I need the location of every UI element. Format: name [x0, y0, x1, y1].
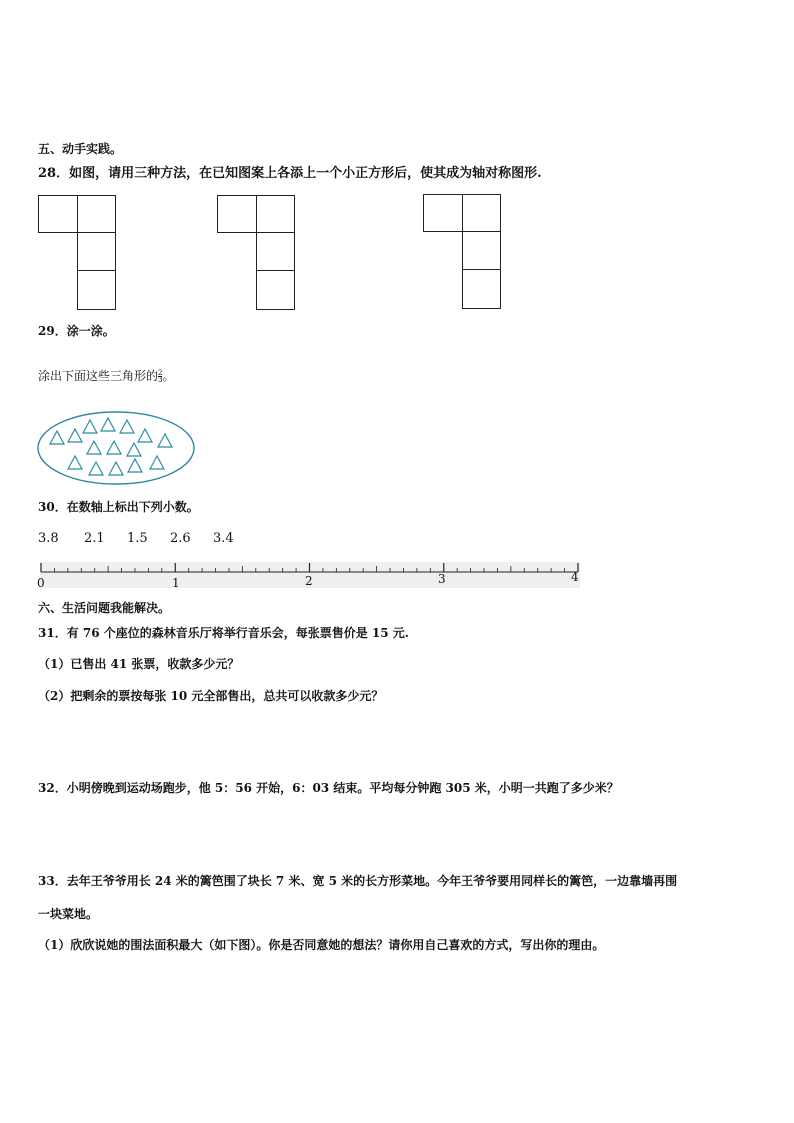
- fraction-denominator: 3: [158, 376, 163, 384]
- question-29-title: 29．涂一涂。: [38, 324, 115, 338]
- section-heading-6: 六、生活问题我能解决。: [38, 601, 171, 615]
- decimal-item: 2.1: [84, 531, 105, 546]
- axis-label: 4: [571, 570, 579, 584]
- question-32-text: 32．小明傍晚到运动场跑步，他 5：56 开始，6：03 结束。平均每分钟跑 305 米，小明一共跑了多少米？: [38, 781, 619, 795]
- axis-label: 2: [305, 574, 313, 588]
- decimal-item: 3.8: [38, 531, 59, 546]
- question-31-part2: （2）把剩余的票按每张 10 元全部售出，总共可以收款多少元？: [38, 689, 384, 703]
- section-heading-5: 五、动手实践。: [38, 142, 123, 156]
- question-31-part1: （1）已售出 41 张票，收款多少元？: [38, 657, 240, 671]
- question-28-text: 28．如图，请用三种方法，在已知图案上各添上一个小正方形后，使其成为轴对称图形.: [38, 166, 542, 181]
- question-33-line1: 33．去年王爷爷用长 24 米的篱笆围了块长 7 米、宽 5 米的长方形菜地。今年王爷爷要用同样长的篱笆，一边靠墙再围: [38, 874, 678, 888]
- axis-label: 1: [172, 576, 180, 590]
- instruction-end: 。: [162, 369, 175, 383]
- fraction-numerator: 2: [158, 369, 163, 377]
- question-33-part1: （1）欣欣说她的围法面积最大（如下图）。你是否同意她的想法？请你用自己喜欢的方式，写出你的理由。: [38, 938, 605, 952]
- decimal-item: 2.6: [170, 531, 191, 546]
- question-33-line2: 一块菜地。: [38, 907, 99, 921]
- instruction-text: 涂出下面这些三角形的: [38, 369, 159, 383]
- question-31-text: 31．有 76 个座位的森林音乐厅将举行音乐会，每张票售价是 15 元.: [38, 626, 409, 640]
- axis-label: 3: [438, 572, 446, 586]
- axis-label: 0: [37, 576, 45, 590]
- decimal-item: 1.5: [127, 531, 148, 546]
- decimal-item: 3.4: [213, 531, 234, 546]
- question-30-title: 30．在数轴上标出下列小数。: [38, 500, 199, 514]
